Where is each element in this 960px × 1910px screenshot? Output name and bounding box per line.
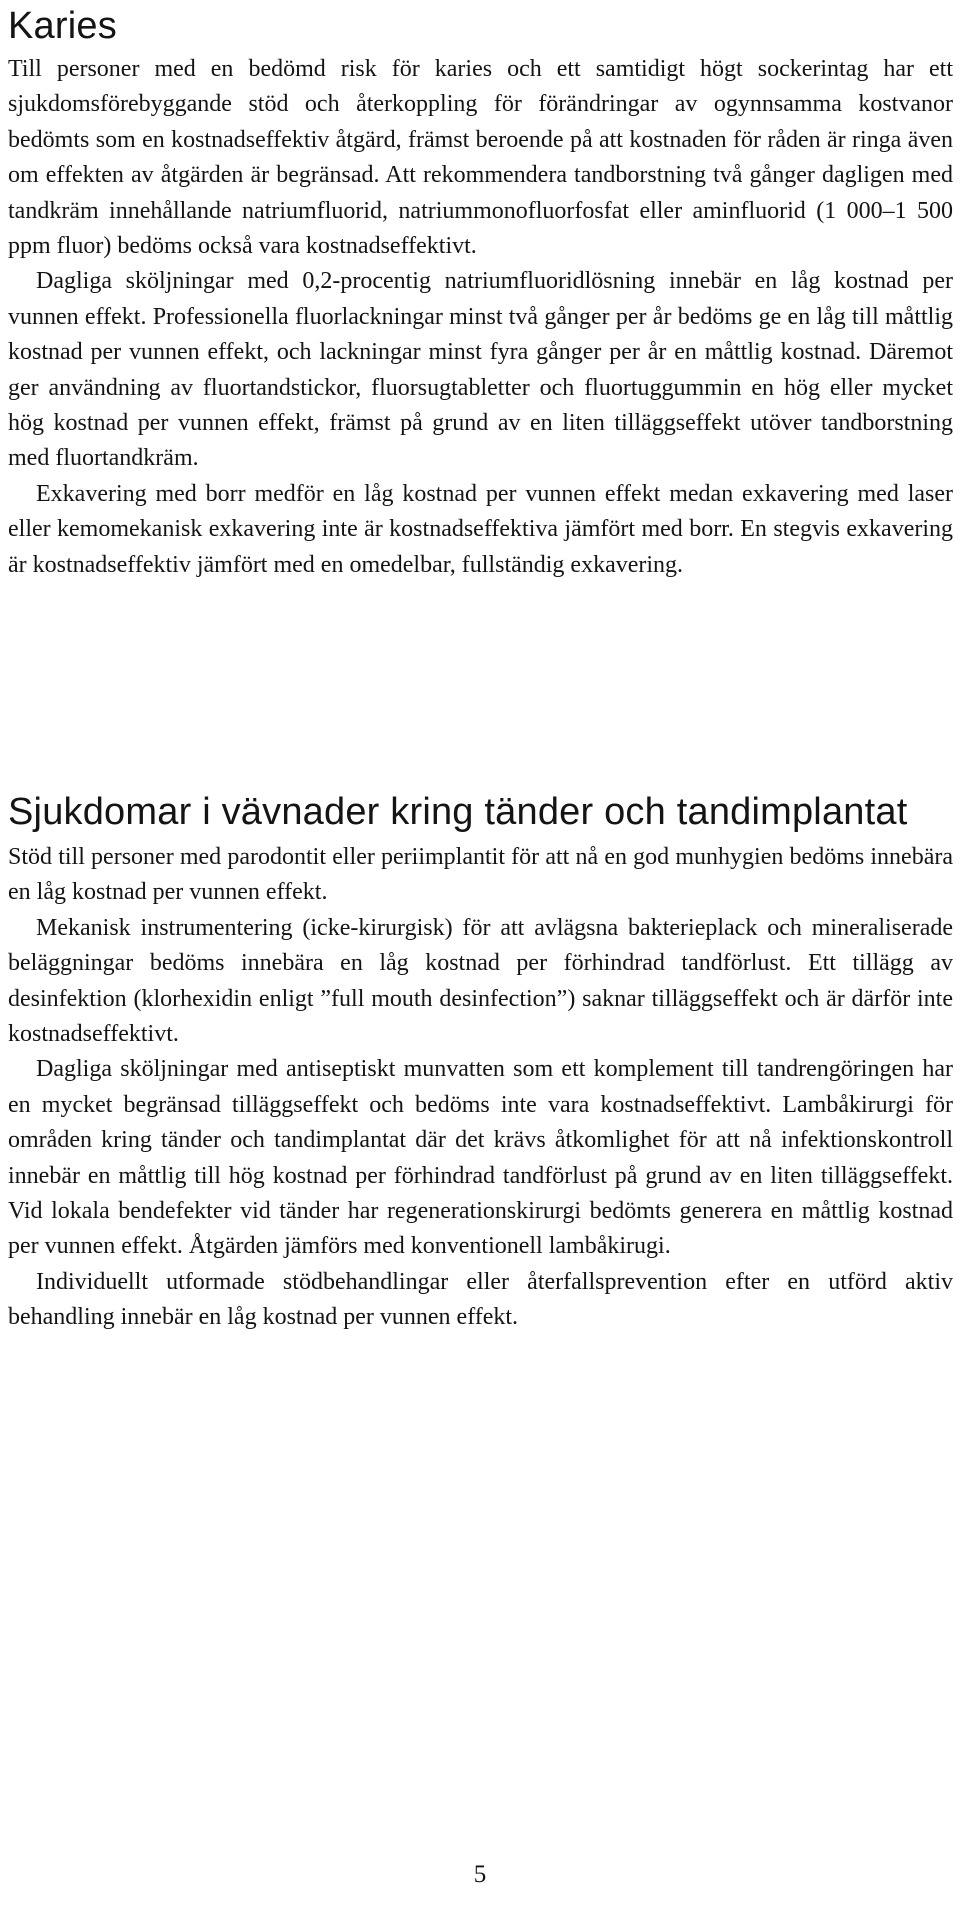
paragraph: Till personer med en bedömd risk för karies och ett samtidigt högt sockerintag har ett sjukdomsförebyggande stöd och återkoppling för förändringar av ogynnsamma kostvanor bedömts som en kostnadseffektiv åtgärd, främst beroende på att kostnaden för råden är ringa även om effekten av åtgärden är begränsad. Att rekommendera tandborstning två gånger dagligen med tandkräm innehållande natriumfluorid, natriummonofluorfosfat eller aminfluorid (1 000–1 500 ppm fluor) bedöms också vara kostnadseffektivt. <box>8 56 953 260</box>
paragraph: Individuellt utformade stödbehandlingar eller återfallsprevention efter en utförd aktiv behandling innebär en låg kostnad per vunnen effekt. <box>8 1268 953 1331</box>
paragraph: Mekanisk instrumentering (icke-kirurgisk) för att avlägsna bakterieplack och mineraliserade beläggningar bedöms innebära en låg kostnad per förhindrad tandförlust. Ett tillägg av desinfektion (klorhexidin enligt ”full mouth desinfection”) saknar tilläggseffekt och är därför inte kostnadseffektivt. <box>8 914 953 1048</box>
page-number: 5 <box>473 1861 487 1888</box>
paragraph: Dagliga sköljningar med antiseptiskt munvatten som ett komplement till tandrengöringen har en mycket begränsad tilläggseffekt och bedöms inte vara kostnadseffektivt. Lambåkirurgi för områden kring tänder och tandimplantat där det krävs åtkomlighet för att nå infektionskontroll innebär en måttlig till hög kostnad per förhindrad tandförlust på grund av en liten tilläggseffekt. Vid lokala bendefekter vid tänder har regenerationskirurgi bedömts generera en måttlig kostnad per vunnen effekt. Åtgärden jämförs med konventionell lambåkirugi. <box>8 1056 953 1260</box>
paragraph: Exkavering med borr medför en låg kostnad per vunnen effekt medan exkavering med laser eller kemomekanisk exkavering inte är kostnadseffektiva jämfört med borr. En stegvis exkavering är kostnadseffektiv jämfört med en omedelbar, fullständig exkavering. <box>8 480 953 578</box>
section-heading: Sjukdomar i vävnader kring tänder och tandimplantat <box>8 791 908 833</box>
section-karies <box>8 0 953 583</box>
section-sjukdomar <box>8 782 953 1336</box>
section-heading: Karies <box>8 5 117 47</box>
paragraph: Stöd till personer med parodontit eller periimplantit för att nå en god munhygien bedöms innebära en låg kostnad per vunnen effekt. <box>8 844 953 906</box>
paragraph: Dagliga sköljningar med 0,2-procentig natriumfluoridlösning innebär en låg kostnad per vunnen effekt. Professionella fluorlackningar minst två gånger per år bedöms ge en låg till måttlig kostnad per vunnen effekt, och lackningar minst fyra gånger per år en måttlig kostnad. Däremot ger användning av fluortandstickor, fluorsugtabletter och fluortuggummin en hög eller mycket hög kostnad per vunnen effekt, främst på grund av en liten tilläggseffekt utöver tandborstning med fluortandkräm. <box>8 268 953 472</box>
